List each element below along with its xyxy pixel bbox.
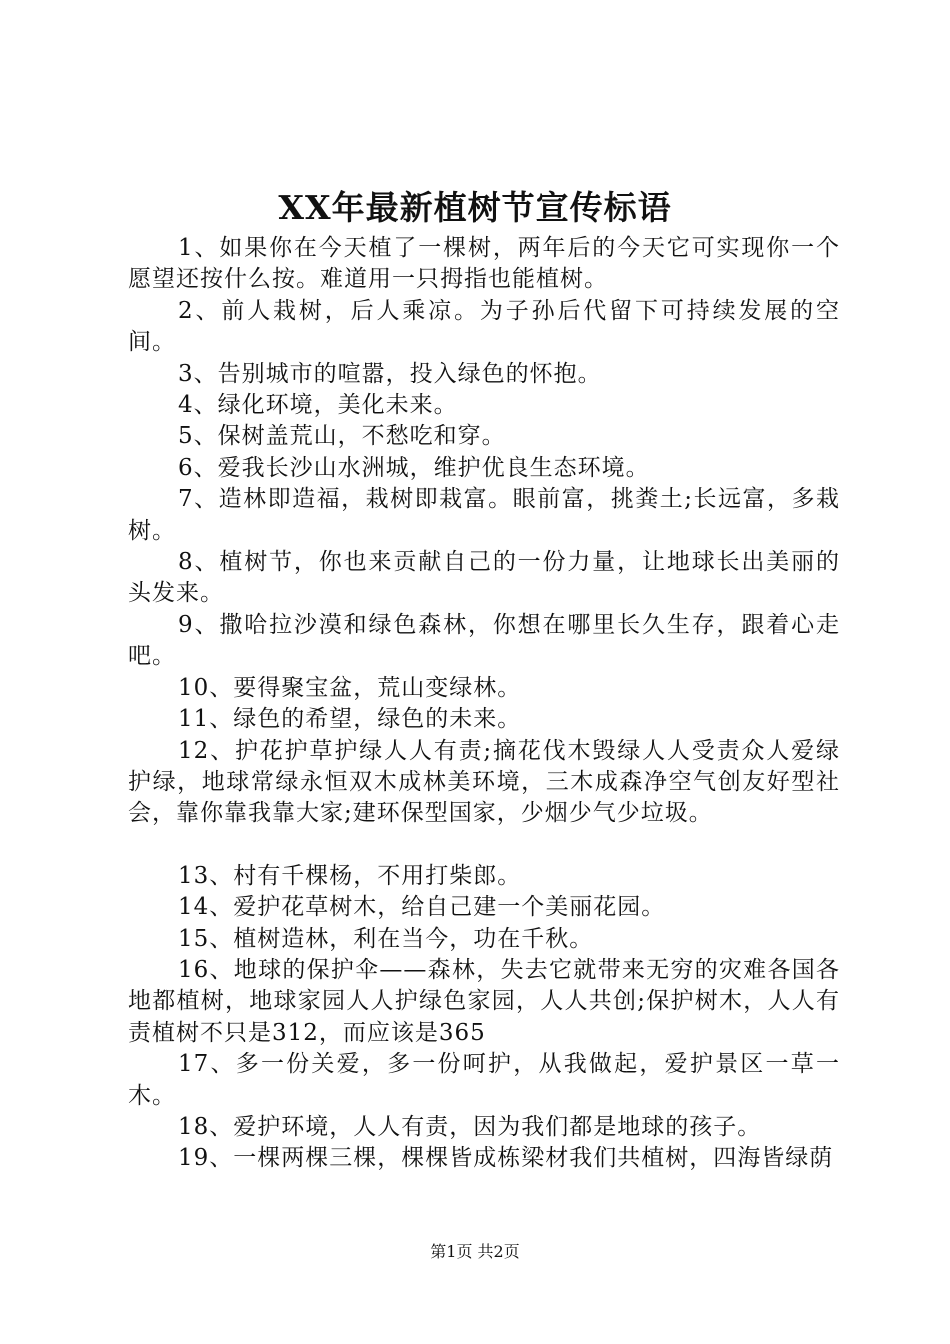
- slogan-paragraph-14: 14、爱护花草树木，给自己建一个美丽花园。: [178, 894, 666, 921]
- slogan-paragraph-11: 11、绿色的希望，绿色的未来。: [178, 706, 522, 733]
- paragraph-spacer: [128, 830, 840, 861]
- page-footer: 第1页 共2页: [430, 1242, 520, 1261]
- slogan-paragraph-15: 15、植树造林，利在当今，功在千秋。: [178, 925, 594, 952]
- slogan-paragraph-9: 9、撒哈拉沙漠和绿色森林，你想在哪里长久生存，跟着心走吧。: [128, 611, 840, 670]
- slogan-paragraph-8: 8、植树节，你也来贡献自己的一份力量，让地球长出美丽的头发来。: [128, 549, 840, 607]
- slogan-paragraph-4: 4、绿化环境，美化未来。: [178, 392, 458, 419]
- slogan-paragraph-5: 5、保树盖荒山，不愁吃和穿。: [178, 423, 506, 450]
- slogan-paragraph-13: 13、村有千棵杨，不用打柴郎。: [178, 862, 522, 889]
- slogan-paragraph-19: 19、一棵两棵三棵，棵棵皆成栋梁材我们共植树，四海皆绿荫: [178, 1145, 834, 1172]
- slogan-paragraph-7: 7、造林即造福，栽树即栽富。眼前富，挑粪土;长远富，多栽树。: [128, 486, 840, 544]
- slogan-paragraph-1: 1、如果你在今天植了一棵树，两年后的今天它可实现你一个愿望还按什么按。难道用一只拇指也能植树。: [128, 235, 840, 293]
- slogan-paragraph-10: 10、要得聚宝盆，荒山变绿林。: [178, 674, 522, 701]
- document-body: [128, 233, 840, 1175]
- slogan-paragraph-18: 18、爱护环境，人人有责，因为我们都是地球的孩子。: [178, 1113, 762, 1140]
- slogan-paragraph-6: 6、爱我长沙山水洲城，维护优良生态环境。: [178, 454, 650, 481]
- slogan-paragraph-16: 16、地球的保护伞——森林，失去它就带来无穷的灾难各国各地都植树，地球家园人人护绿色家园，人人共创;保护树木，人人有责植树不只是312，而应该是365: [128, 956, 840, 1046]
- slogan-paragraph-3: 3、告别城市的喧嚣，投入绿色的怀抱。: [178, 360, 602, 387]
- document-title: XX年最新植树节宣传标语: [278, 188, 672, 227]
- slogan-paragraph-2: 2、前人栽树，后人乘凉。为子孙后代留下可持续发展的空间。: [128, 297, 840, 356]
- slogan-paragraph-12: 12、护花护草护绿人人有责;摘花伐木毁绿人人受责众人爱绿护绿，地球常绿永恒双木成林美环境，三木成森净空气创友好型社会，靠你靠我靠大家;建环保型国家，少烟少气少垃圾。: [128, 737, 840, 827]
- slogan-paragraph-17: 17、多一份关爱，多一份呵护，从我做起，爱护景区一草一木。: [128, 1051, 840, 1109]
